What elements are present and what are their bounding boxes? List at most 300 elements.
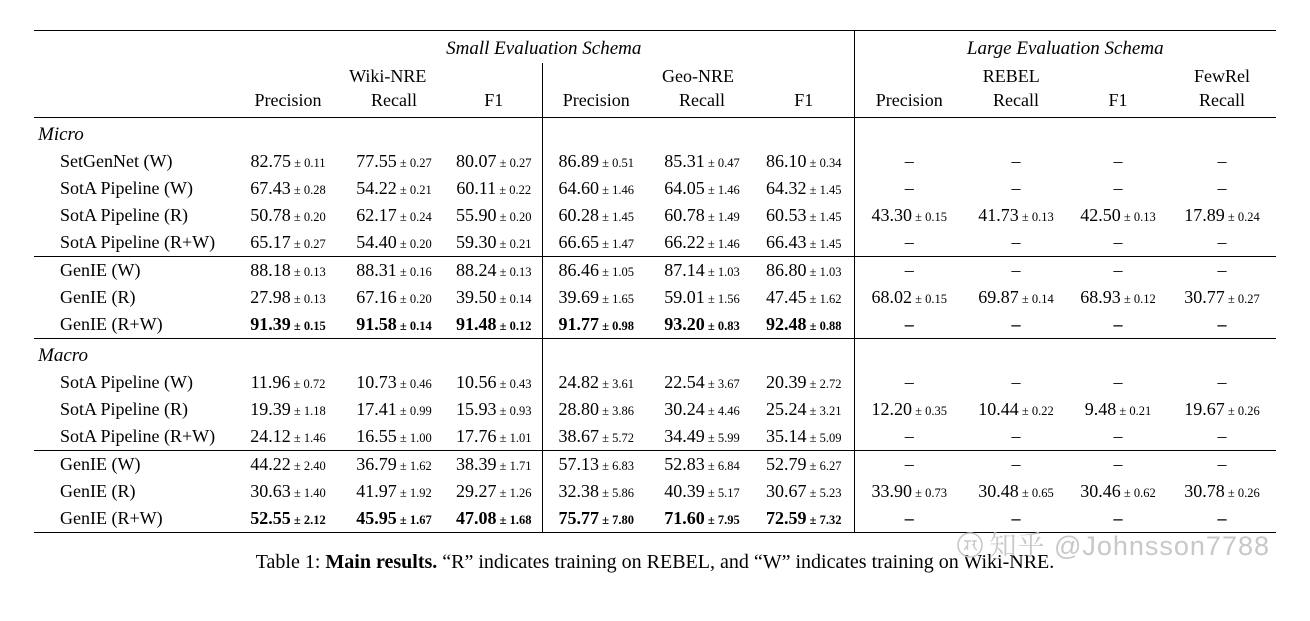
column-header-1-recall: Recall (371, 90, 417, 110)
table-cell (234, 396, 342, 423)
section-label-filler (342, 339, 446, 369)
table-cell (234, 423, 342, 451)
table-cell (1068, 175, 1168, 202)
cell-stddev: ± 0.11 (290, 156, 326, 170)
watermark-text: 知乎 @Johnsson7788 (989, 531, 1270, 561)
table-cell (342, 478, 446, 505)
table-cell (964, 257, 1068, 284)
cell-value: – (1113, 178, 1123, 198)
table-cell (650, 478, 754, 505)
row-label: GenIE (R+W) (60, 314, 163, 334)
column-header-0-precision: Precision (254, 90, 322, 110)
row-label: GenIE (R) (60, 481, 136, 501)
table-cell (650, 175, 754, 202)
table-cell (854, 451, 964, 478)
main-results-table (34, 30, 1276, 533)
section-label-filler (650, 339, 754, 369)
table-cell (650, 423, 754, 451)
cell-mean: 25.24 (766, 399, 807, 419)
cell-stddev: ± 0.72 (290, 377, 326, 391)
table-cell (1168, 202, 1276, 229)
caption-bold: Main results. (325, 551, 438, 573)
column-header-6-precision: Precision (854, 88, 964, 118)
row-label: SetGenNet (W) (60, 151, 173, 171)
table-cell (964, 423, 1068, 451)
table-row (34, 451, 1276, 478)
cell-stddev: ± 7.32 (806, 513, 842, 527)
table-cell (1068, 423, 1168, 451)
section-label-filler (854, 339, 964, 369)
table-cell (234, 202, 342, 229)
cell-mean: 24.82 (558, 372, 599, 392)
section-label-filler (542, 339, 650, 369)
cell-stddev: ± 1.46 (599, 183, 634, 197)
table-cell (964, 369, 1068, 396)
cell-stddev: ± 1.01 (496, 431, 532, 445)
cell-mean: 91.77 (558, 314, 599, 334)
cell-stddev: ± 1.47 (599, 237, 634, 251)
cell-stddev: ± 0.13 (496, 265, 532, 279)
cell-mean: 41.97 (356, 481, 397, 501)
table-cell (854, 202, 964, 229)
table-cell (650, 396, 754, 423)
cell-stddev: ± 0.13 (290, 265, 326, 279)
cell-stddev: ± 1.46 (704, 237, 740, 251)
table-cell (854, 175, 964, 202)
table-cell (964, 311, 1068, 339)
cell-stddev: ± 1.45 (806, 237, 842, 251)
section-label-filler (1068, 118, 1168, 148)
cell-value: – (1217, 454, 1227, 474)
section-label-macro: Macro (38, 345, 88, 366)
cell-stddev: ± 1.62 (396, 459, 432, 473)
cell-value: – (1217, 508, 1227, 528)
section-label-row (34, 118, 1276, 148)
cell-mean: 17.89 (1184, 205, 1225, 225)
table-cell (234, 148, 342, 175)
table-cell (1068, 202, 1168, 229)
table-cell (854, 478, 964, 505)
cell-stddev: ± 3.21 (806, 404, 842, 418)
cell-stddev: ± 1.45 (806, 183, 842, 197)
cell-mean: 91.58 (356, 314, 397, 334)
table-row (34, 423, 1276, 451)
cell-mean: 88.31 (356, 260, 397, 280)
table-cell (854, 148, 964, 175)
cell-value: – (1011, 314, 1021, 334)
table-row (34, 148, 1276, 175)
column-header-3-precision: Precision (542, 88, 650, 118)
table-cell (854, 505, 964, 533)
cell-value: – (1217, 151, 1227, 171)
cell-stddev: ± 1.56 (704, 292, 740, 306)
table-cell (342, 202, 446, 229)
cell-mean: 57.13 (558, 454, 599, 474)
table-cell (342, 257, 446, 284)
table-cell (964, 202, 1068, 229)
caption-rest: “R” indicates training on REBEL, and “W” indicates training on Wiki-NRE. (437, 551, 1055, 573)
cell-mean: 44.22 (250, 454, 291, 474)
cell-stddev: ± 3.86 (599, 404, 634, 418)
cell-stddev: ± 0.21 (496, 237, 532, 251)
cell-stddev: ± 0.20 (496, 210, 532, 224)
cell-mean: 55.90 (456, 205, 497, 225)
table-cell (234, 284, 342, 311)
table-row (34, 175, 1276, 202)
table-cell (542, 148, 650, 175)
table-cell (754, 396, 854, 423)
table-cell (234, 229, 342, 257)
cell-stddev: ± 0.20 (396, 292, 432, 306)
cell-stddev: ± 0.26 (1224, 404, 1260, 418)
cell-mean: 68.02 (871, 287, 912, 307)
cell-stddev: ± 0.13 (1018, 210, 1054, 224)
table-cell (964, 478, 1068, 505)
cell-stddev: ± 2.40 (290, 459, 326, 473)
table-cell (964, 175, 1068, 202)
table-cell (754, 478, 854, 505)
cell-mean: 82.75 (250, 151, 291, 171)
table-cell (650, 257, 754, 284)
table-cell (964, 229, 1068, 257)
column-header-4-recall: Recall (679, 90, 725, 110)
dataset-header-rebel: REBEL (854, 63, 1168, 88)
watermark (957, 524, 1270, 563)
column-header-5-f1: F1 (794, 90, 814, 110)
cell-stddev: ± 1.00 (396, 431, 432, 445)
cell-value: – (904, 151, 914, 171)
cell-mean: 45.95 (356, 508, 397, 528)
cell-mean: 29.27 (456, 481, 497, 501)
caption-prefix: Table 1: (255, 551, 326, 573)
cell-stddev: ± 4.46 (704, 404, 740, 418)
zhihu-logo-icon (957, 532, 983, 558)
table-cell (342, 148, 446, 175)
cell-value: – (1011, 151, 1021, 171)
table-cell (650, 229, 754, 257)
cell-mean: 22.54 (664, 372, 705, 392)
table-cell (342, 451, 446, 478)
table-cell (542, 257, 650, 284)
cell-stddev: ± 0.16 (396, 265, 432, 279)
cell-mean: 34.49 (664, 426, 705, 446)
table-cell (446, 148, 542, 175)
cell-value: – (1113, 314, 1123, 334)
cell-value: – (1011, 508, 1021, 528)
table-cell (854, 311, 964, 339)
cell-mean: 66.43 (766, 232, 807, 252)
group-header-large: Large Evaluation Schema (854, 31, 1276, 63)
cell-mean: 30.46 (1080, 481, 1121, 501)
table-cell (542, 505, 650, 533)
section-label-filler (234, 118, 342, 148)
table-cell (446, 369, 542, 396)
cell-mean: 71.60 (664, 508, 705, 528)
cell-mean: 64.60 (558, 178, 599, 198)
cell-mean: 62.17 (356, 205, 397, 225)
cell-stddev: ± 0.46 (396, 377, 432, 391)
cell-stddev: ± 1.05 (599, 265, 634, 279)
group-header-row (34, 31, 1276, 63)
cell-value: – (904, 426, 914, 446)
section-label-filler (1168, 118, 1276, 148)
table-row (34, 369, 1276, 396)
table-cell (542, 311, 650, 339)
section-label-filler (754, 118, 854, 148)
table-cell (1168, 369, 1276, 396)
cell-value: – (1113, 151, 1123, 171)
table-cell (1168, 148, 1276, 175)
cell-stddev: ± 7.80 (599, 513, 634, 527)
cell-mean: 47.08 (456, 508, 497, 528)
cell-mean: 87.14 (664, 260, 705, 280)
cell-mean: 35.14 (766, 426, 807, 446)
table-cell (754, 229, 854, 257)
cell-stddev: ± 0.20 (290, 210, 326, 224)
cell-stddev: ± 2.12 (290, 513, 326, 527)
cell-mean: 30.78 (1184, 481, 1225, 501)
cell-value: – (904, 372, 914, 392)
section-label-filler (1168, 339, 1276, 369)
column-header-2-f1: F1 (484, 90, 504, 110)
cell-stddev: ± 1.03 (806, 265, 842, 279)
section-label-micro: Micro (38, 124, 84, 145)
table-cell (754, 284, 854, 311)
cell-mean: 36.79 (356, 454, 397, 474)
cell-stddev: ± 2.72 (806, 377, 842, 391)
cell-stddev: ± 5.86 (599, 486, 634, 500)
table-cell (650, 505, 754, 533)
dataset-header-row (34, 63, 1276, 88)
cell-mean: 86.89 (558, 151, 599, 171)
table-cell (234, 257, 342, 284)
cell-stddev: ± 1.26 (496, 486, 532, 500)
table-row (34, 478, 1276, 505)
cell-stddev: ± 0.34 (806, 156, 842, 170)
table-cell (342, 175, 446, 202)
cell-stddev: ± 0.99 (396, 404, 432, 418)
cell-stddev: ± 1.92 (396, 486, 432, 500)
cell-mean: 42.50 (1080, 205, 1121, 225)
cell-mean: 10.56 (456, 372, 497, 392)
table-cell (542, 478, 650, 505)
cell-stddev: ± 5.23 (806, 486, 842, 500)
cell-value: – (1113, 454, 1123, 474)
cell-stddev: ± 0.27 (496, 156, 532, 170)
cell-stddev: ± 0.14 (496, 292, 532, 306)
table-cell (542, 284, 650, 311)
cell-mean: 64.32 (766, 178, 807, 198)
row-label: GenIE (R) (60, 287, 136, 307)
cell-value: – (904, 232, 914, 252)
cell-value: – (904, 454, 914, 474)
row-label: SotA Pipeline (W) (60, 178, 193, 198)
table-cell (234, 369, 342, 396)
table-cell (446, 423, 542, 451)
corner-cell (34, 63, 234, 88)
table-cell (446, 505, 542, 533)
table-cell (234, 505, 342, 533)
table-cell (754, 451, 854, 478)
cell-mean: 91.48 (456, 314, 497, 334)
cell-stddev: ± 1.67 (396, 513, 432, 527)
section-label-filler (342, 118, 446, 148)
cell-mean: 88.18 (250, 260, 291, 280)
cell-mean: 60.53 (766, 205, 807, 225)
cell-value: – (1011, 260, 1021, 280)
cell-mean: 77.55 (356, 151, 397, 171)
row-label: GenIE (W) (60, 454, 141, 474)
cell-mean: 27.98 (250, 287, 291, 307)
cell-stddev: ± 3.67 (704, 377, 740, 391)
cell-mean: 93.20 (664, 314, 705, 334)
dataset-header-wiki-nre: Wiki-NRE (349, 66, 427, 86)
cell-value: – (1113, 232, 1123, 252)
column-header-7-recall: Recall (993, 90, 1039, 110)
cell-stddev: ± 0.62 (1120, 486, 1156, 500)
section-label-filler (854, 118, 964, 148)
table-cell (446, 202, 542, 229)
table-cell (1168, 478, 1276, 505)
table-cell (650, 202, 754, 229)
table-row (34, 202, 1276, 229)
table-row (34, 229, 1276, 257)
table-cell (1168, 229, 1276, 257)
cell-mean: 54.22 (356, 178, 397, 198)
cell-stddev: ± 7.95 (704, 513, 740, 527)
table-cell (754, 175, 854, 202)
row-label: SotA Pipeline (R) (60, 399, 189, 419)
table-cell (1168, 451, 1276, 478)
cell-mean: 12.20 (871, 399, 912, 419)
table-cell (234, 311, 342, 339)
cell-mean: 39.50 (456, 287, 497, 307)
cell-mean: 91.39 (250, 314, 291, 334)
section-label-row (34, 339, 1276, 369)
cell-stddev: ± 1.68 (496, 513, 532, 527)
cell-stddev: ± 0.21 (396, 183, 432, 197)
cell-stddev: ± 1.46 (704, 183, 740, 197)
cell-value: – (1113, 260, 1123, 280)
cell-mean: 80.07 (456, 151, 497, 171)
cell-mean: 41.73 (978, 205, 1019, 225)
cell-mean: 92.48 (766, 314, 807, 334)
cell-mean: 30.24 (664, 399, 705, 419)
table-cell (342, 423, 446, 451)
cell-stddev: ± 6.27 (806, 459, 842, 473)
cell-stddev: ± 1.62 (806, 292, 842, 306)
cell-value: – (904, 260, 914, 280)
cell-value: – (1011, 232, 1021, 252)
table-cell (964, 148, 1068, 175)
cell-value: – (1011, 426, 1021, 446)
cell-stddev: ± 5.17 (704, 486, 740, 500)
section-label-filler (964, 339, 1068, 369)
section-label-filler (964, 118, 1068, 148)
cell-stddev: ± 1.49 (704, 210, 740, 224)
cell-mean: 72.59 (766, 508, 807, 528)
section-label-filler (1068, 339, 1168, 369)
cell-mean: 66.22 (664, 232, 705, 252)
cell-mean: 66.65 (558, 232, 599, 252)
cell-stddev: ± 0.13 (1120, 210, 1156, 224)
cell-mean: 43.30 (871, 205, 912, 225)
cell-mean: 30.77 (1184, 287, 1225, 307)
table-cell (854, 423, 964, 451)
row-label: GenIE (R+W) (60, 508, 163, 528)
cell-stddev: ± 0.47 (704, 156, 740, 170)
table-cell (1068, 451, 1168, 478)
table-cell (342, 229, 446, 257)
cell-mean: 30.48 (978, 481, 1019, 501)
cell-mean: 19.39 (250, 399, 291, 419)
cell-stddev: ± 0.51 (599, 156, 634, 170)
cell-stddev: ± 1.40 (290, 486, 326, 500)
table-cell (542, 202, 650, 229)
cell-mean: 11.96 (250, 372, 291, 392)
cell-value: – (1217, 178, 1227, 198)
table-cell (1068, 148, 1168, 175)
cell-value: – (904, 178, 914, 198)
cell-stddev: ± 0.73 (912, 486, 947, 500)
table-cell (1068, 478, 1168, 505)
cell-stddev: ± 0.43 (496, 377, 532, 391)
cell-stddev: ± 1.71 (496, 459, 532, 473)
table-body (34, 31, 1276, 534)
cell-stddev: ± 6.83 (599, 459, 634, 473)
section-label-filler (446, 118, 542, 148)
cell-mean: 32.38 (558, 481, 599, 501)
row-label: SotA Pipeline (R+W) (60, 232, 216, 252)
cell-stddev: ± 0.65 (1018, 486, 1054, 500)
table-cell (650, 369, 754, 396)
cell-value: – (1113, 508, 1123, 528)
cell-mean: 16.55 (356, 426, 397, 446)
table-cell (854, 396, 964, 423)
cell-mean: 54.40 (356, 232, 397, 252)
cell-mean: 17.41 (356, 399, 397, 419)
table-cell (1068, 284, 1168, 311)
table-cell (854, 229, 964, 257)
table-cell (854, 369, 964, 396)
cell-stddev: ± 0.98 (599, 319, 634, 333)
cell-mean: 28.80 (558, 399, 599, 419)
corner-cell (34, 88, 234, 118)
table-cell (754, 505, 854, 533)
cell-mean: 24.12 (250, 426, 291, 446)
cell-mean: 86.46 (558, 260, 599, 280)
row-label: SotA Pipeline (W) (60, 372, 193, 392)
cell-stddev: ± 0.24 (396, 210, 432, 224)
cell-mean: 65.17 (250, 232, 291, 252)
column-header-row (34, 88, 1276, 118)
table-cell (964, 284, 1068, 311)
row-label: SotA Pipeline (R+W) (60, 426, 216, 446)
table-cell (650, 148, 754, 175)
cell-mean: 30.63 (250, 481, 291, 501)
cell-mean: 60.78 (664, 205, 705, 225)
cell-stddev: ± 0.14 (396, 319, 432, 333)
table-cell (1168, 423, 1276, 451)
table-row (34, 257, 1276, 284)
row-label: SotA Pipeline (R) (60, 205, 189, 225)
cell-mean: 52.79 (766, 454, 807, 474)
table-cell (1168, 284, 1276, 311)
table-row (34, 396, 1276, 423)
cell-stddev: ± 0.93 (496, 404, 532, 418)
cell-mean: 30.67 (766, 481, 807, 501)
table-cell (964, 451, 1068, 478)
